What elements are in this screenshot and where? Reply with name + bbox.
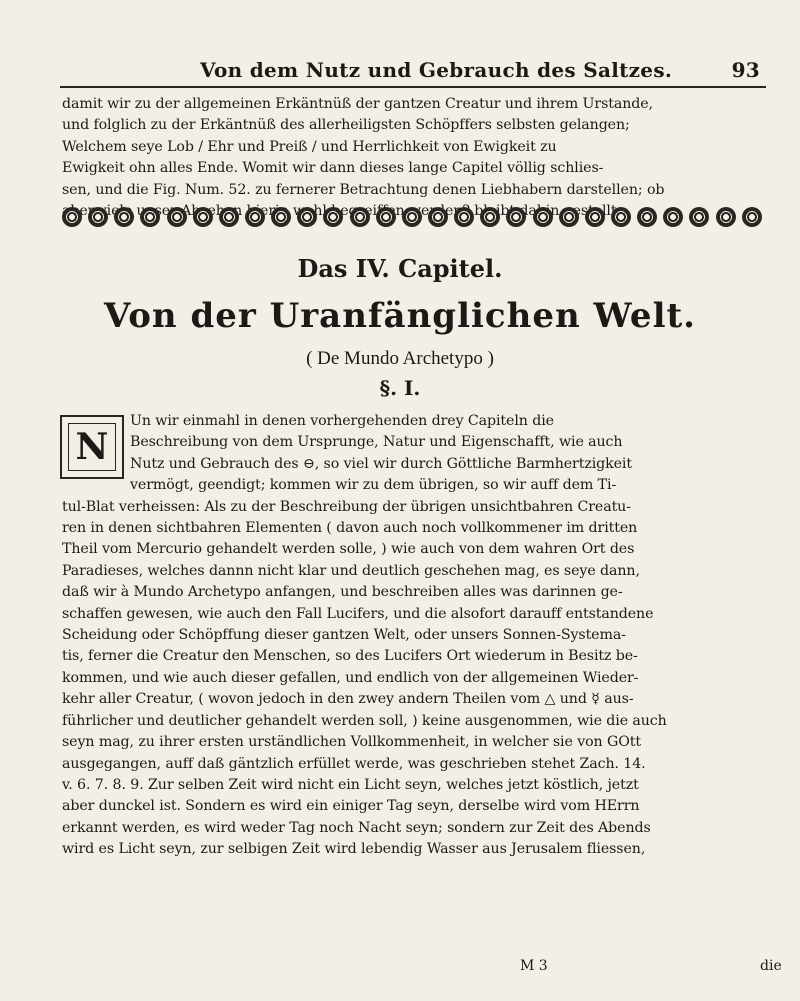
text-line: wird es Licht seyn, zur selbigen Zeit wird lebendig Wasser aus Jerusalem fliessen, bbox=[62, 841, 646, 858]
text-line: aber dunckel ist. Sondern es wird ein einiger Tag seyn, derselbe wird vom HErrn bbox=[62, 798, 640, 815]
text-line: tul-Blat verheissen: Als zu der Beschreibung der übrigen unsichtbahren Creatu- bbox=[62, 498, 631, 515]
ornament-rosette bbox=[402, 207, 422, 227]
ornament-rosette bbox=[88, 207, 108, 227]
initial-letter: N bbox=[68, 423, 116, 471]
ornament-rosette bbox=[506, 207, 526, 227]
header-rule bbox=[60, 86, 766, 88]
ornament-rosette bbox=[716, 207, 736, 227]
text-line: Welchem seye Lob / Ehr und Preiß / und Herrlichkeit von Ewigkeit zu bbox=[62, 138, 557, 155]
text-line: Ewigkeit ohn alles Ende. Womit wir dann dieses lange Capitel völlig schlies- bbox=[62, 160, 604, 177]
ornament-rosette bbox=[167, 207, 187, 227]
intro-paragraph bbox=[62, 94, 766, 222]
text-line: damit wir zu der allgemeinen Erkäntnüß der gantzen Creatur und ihrem Urstande, bbox=[62, 96, 653, 112]
ornament-rosette bbox=[689, 207, 709, 227]
chapter-label: Das IV. Capitel. bbox=[297, 254, 503, 283]
running-title: Von dem Nutz und Gebrauch des Saltzes. bbox=[200, 58, 673, 82]
ornament-rosette bbox=[271, 207, 291, 227]
ornament-rosette bbox=[62, 207, 82, 227]
text-line: Scheidung oder Schöpffung dieser gantzen Welt, oder unsers Sonnen-Systema- bbox=[62, 627, 626, 644]
ornament-band bbox=[62, 205, 762, 229]
text-line: und folglich zu der Erkäntnüß des allerheiligsten Schöpffers selbsten gelangen; bbox=[62, 117, 630, 134]
signature-mark: M 3 bbox=[520, 958, 548, 974]
text-line: tis, ferner die Creatur den Menschen, so des Lucifers Ort wiederum in Besitz be- bbox=[62, 648, 638, 665]
ornament-rosette bbox=[350, 207, 370, 227]
page-number: 93 bbox=[731, 58, 760, 82]
ornament-rosette bbox=[297, 207, 317, 227]
text-line: v. 6. 7. 8. 9. Zur selben Zeit wird nicht ein Licht seyn, welches jetzt köstlich, jetzt bbox=[62, 776, 639, 793]
text-line: daß wir à Mundo Archetypo anfangen, und beschreiben alles was darinnen ge- bbox=[62, 584, 623, 601]
ornament-rosette bbox=[663, 207, 683, 227]
text-line: Nutz und Gebrauch des ⊖, so viel wir durch Göttliche Barmhertzigkeit bbox=[130, 455, 632, 472]
catchword: die bbox=[760, 958, 782, 974]
text-line: führlicher und deutlicher gehandelt werden soll, ) keine ausgenommen, wie die auch bbox=[62, 712, 667, 729]
ornament-rosette bbox=[559, 207, 579, 227]
chapter-title: Von der Uranfänglichen Welt. bbox=[103, 296, 697, 336]
ornament-rosette bbox=[454, 207, 474, 227]
ornament-rosette bbox=[585, 207, 605, 227]
ornament-rosette bbox=[219, 207, 239, 227]
ornament-rosette bbox=[140, 207, 160, 227]
text-line: seyn mag, zu ihrer ersten urständlichen Vollkommenheit, in welcher sie von GOtt bbox=[62, 734, 641, 751]
text-line: hierin bbox=[246, 203, 289, 220]
chapter-latin-subtitle: ( De Mundo Archetypo ) bbox=[306, 348, 494, 369]
text-line: Un wir einmahl in denen vorhergehenden drey Capiteln die bbox=[130, 413, 554, 429]
text-line: Theil vom Mercurio gehandelt werden solle, ) wie auch von dem wahren Ort des bbox=[62, 541, 635, 558]
ornament-rosette bbox=[611, 207, 631, 227]
text-line: kommen, und wie auch dieser gefallen, und endlich von der allgemeinen Wieder- bbox=[62, 669, 639, 686]
text-line: sen, und die Fig. Num. 52. zu fernerer Betrachtung denen Liebhabern darstellen; ob bbox=[62, 181, 665, 198]
ornament-rosette bbox=[480, 207, 500, 227]
ornament-rosette bbox=[245, 207, 265, 227]
text-line: erkannt werden, es wird weder Tag noch Nacht seyn; sondern zur Zeit des Abends bbox=[62, 819, 651, 836]
ornament-rosette bbox=[323, 207, 343, 227]
ornament-rosette bbox=[114, 207, 134, 227]
text-line: schaffen gewesen, wie auch den Fall Lucifers, und die alsofort darauff entstandene bbox=[62, 605, 654, 622]
text-line: ausgegangen, auff daß gäntzlich erfüllet werde, was geschrieben stehet Zach. 14. bbox=[62, 755, 646, 772]
text-line: vermögt, geendigt; kommen wir zu dem übrigen, so wir auff dem Ti- bbox=[130, 477, 617, 494]
ornament-rosette bbox=[428, 207, 448, 227]
ornament-rosette bbox=[533, 207, 553, 227]
page-footer bbox=[520, 958, 782, 974]
section-number: §. I. bbox=[379, 376, 421, 400]
ornament-rosette bbox=[637, 207, 657, 227]
ornament-rosette bbox=[193, 207, 213, 227]
text-line: Beschreibung von dem Ursprunge, Natur und Eigenschafft, wie auch bbox=[130, 434, 623, 451]
ornament-rosette bbox=[742, 207, 762, 227]
text-line: Paradieses, welches dannn nicht klar und deutlich geschehen mag, es seye dann, bbox=[62, 562, 640, 579]
ornament-rosette bbox=[376, 207, 396, 227]
text-line: kehr aller Creatur, ( wovon jedoch in den zwey andern Theilen vom △ und ☿ aus- bbox=[62, 691, 634, 708]
body-paragraph bbox=[62, 411, 766, 861]
text-line: ren in denen sichtbahren Elementen ( davon auch noch vollkommener im dritten bbox=[62, 520, 638, 537]
